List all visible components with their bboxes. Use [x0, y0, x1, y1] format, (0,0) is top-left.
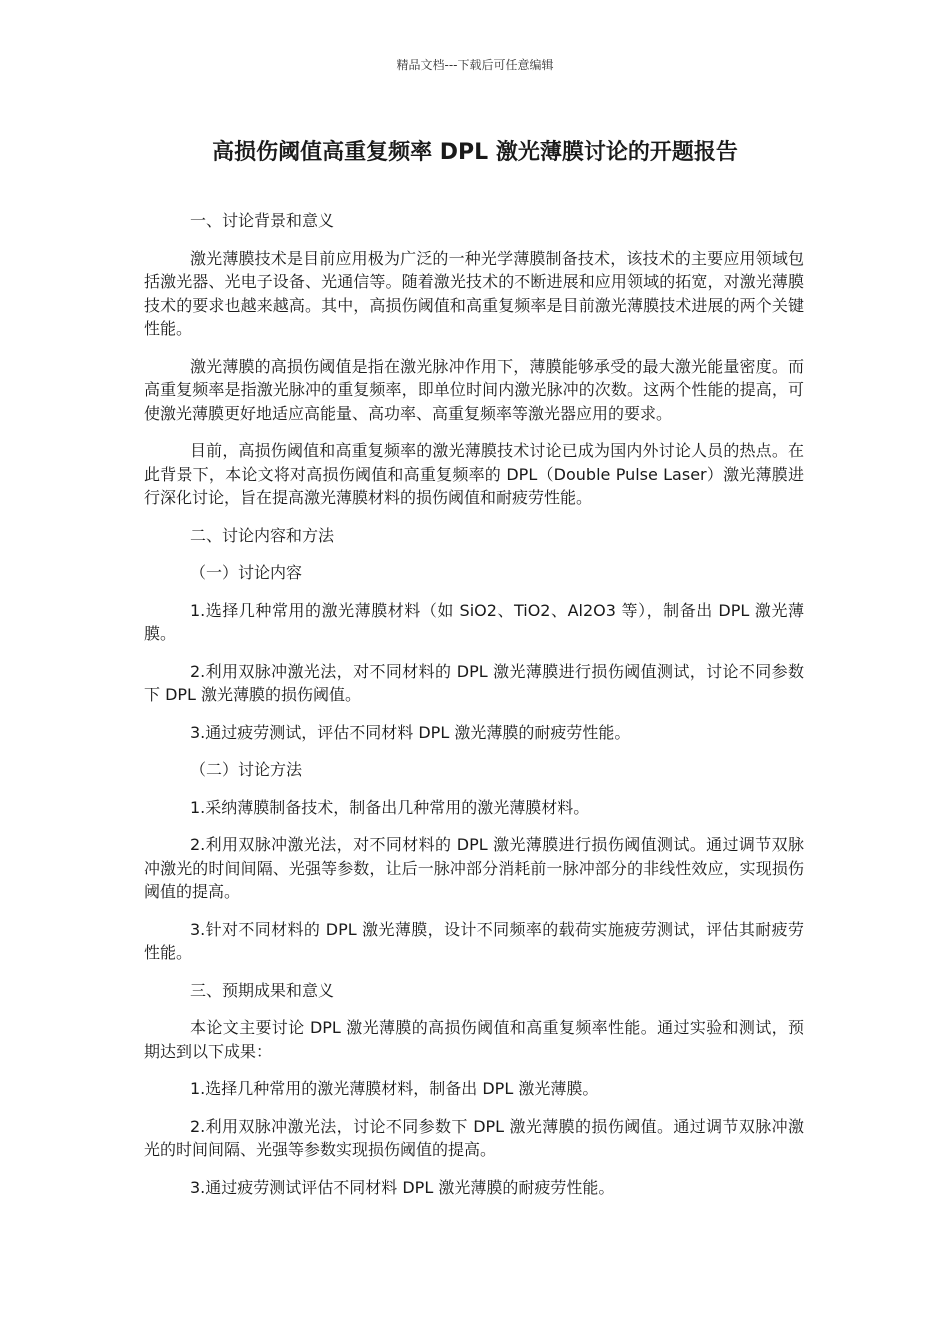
paragraph: 本论文主要讨论 DPL 激光薄膜的高损伤阈值和高重复频率性能。通过实验和测试，预期达到以下成果：	[144, 1018, 804, 1061]
list-item: 2.利用双脉冲激光法，对不同材料的 DPL 激光薄膜进行损伤阈值测试，讨论不同参数下 DPL 激光薄膜的损伤阈值。	[144, 661, 804, 704]
document-body	[144, 209, 804, 1199]
paragraph: 目前，高损伤阈值和高重复频率的激光薄膜技术讨论已成为国内外讨论人员的热点。在此背景下，本论文将对高损伤阈值和高重复频率的 DPL（Double Pulse Laser）激光薄膜进行深化讨论，旨在提高激光薄膜材料的损伤阈值和耐疲劳性能。	[144, 441, 804, 507]
list-item: 3.针对不同材料的 DPL 激光薄膜，设计不同频率的载荷实施疲劳测试，评估其耐疲劳性能。	[144, 919, 804, 962]
section-heading-background: 一、讨论背景和意义	[190, 211, 335, 230]
page-header: 精品文档---下载后可任意编辑	[396, 58, 554, 72]
document-title: 高损伤阈值高重复频率 DPL 激光薄膜讨论的开题报告	[212, 140, 738, 165]
list-item: 1.选择几种常用的激光薄膜材料，制备出 DPL 激光薄膜。	[190, 1079, 599, 1098]
paragraph: 激光薄膜的高损伤阈值是指在激光脉冲作用下，薄膜能够承受的最大激光能量密度。而高重复频率是指激光脉冲的重复频率，即单位时间内激光脉冲的次数。这两个性能的提高，可使激光薄膜更好地适应高能量、高功率、高重复频率等激光器应用的要求。	[144, 356, 804, 423]
list-item: 1.选择几种常用的激光薄膜材料（如 SiO2、TiO2、Al2O3 等），制备出 DPL 激光薄膜。	[144, 600, 804, 643]
list-item: 2.利用双脉冲激光法，讨论不同参数下 DPL 激光薄膜的损伤阈值。通过调节双脉冲激光的时间间隔、光强等参数实现损伤阈值的提高。	[144, 1116, 804, 1159]
list-item: 1.采纳薄膜制备技术，制备出几种常用的激光薄膜材料。	[190, 797, 590, 817]
list-item: 3.通过疲劳测试评估不同材料 DPL 激光薄膜的耐疲劳性能。	[190, 1177, 615, 1197]
section-heading-expected-results: 三、预期成果和意义	[190, 980, 335, 1000]
paragraph: 激光薄膜技术是目前应用极为广泛的一种光学薄膜制备技术，该技术的主要应用领域包括激光器、光电子设备、光通信等。随着激光技术的不断进展和应用领域的拓宽，对激光薄膜技术的要求也越来越高。其中，高损伤阈值和高重复频率是目前激光薄膜技术进展的两个关键性能。	[144, 248, 804, 338]
section-heading-content-method: 二、讨论内容和方法	[190, 525, 335, 545]
list-item: 2.利用双脉冲激光法，对不同材料的 DPL 激光薄膜进行损伤阈值测试。通过调节双脉冲激光的时间间隔、光强等参数，让后一脉冲部分消耗前一脉冲部分的非线性效应，实现损伤阈值的提高。	[144, 835, 804, 901]
subsection-heading-content: （一）讨论内容	[190, 563, 303, 582]
list-item: 3.通过疲劳测试，评估不同材料 DPL 激光薄膜的耐疲劳性能。	[190, 722, 631, 742]
subsection-heading-method: （二）讨论方法	[190, 760, 303, 779]
